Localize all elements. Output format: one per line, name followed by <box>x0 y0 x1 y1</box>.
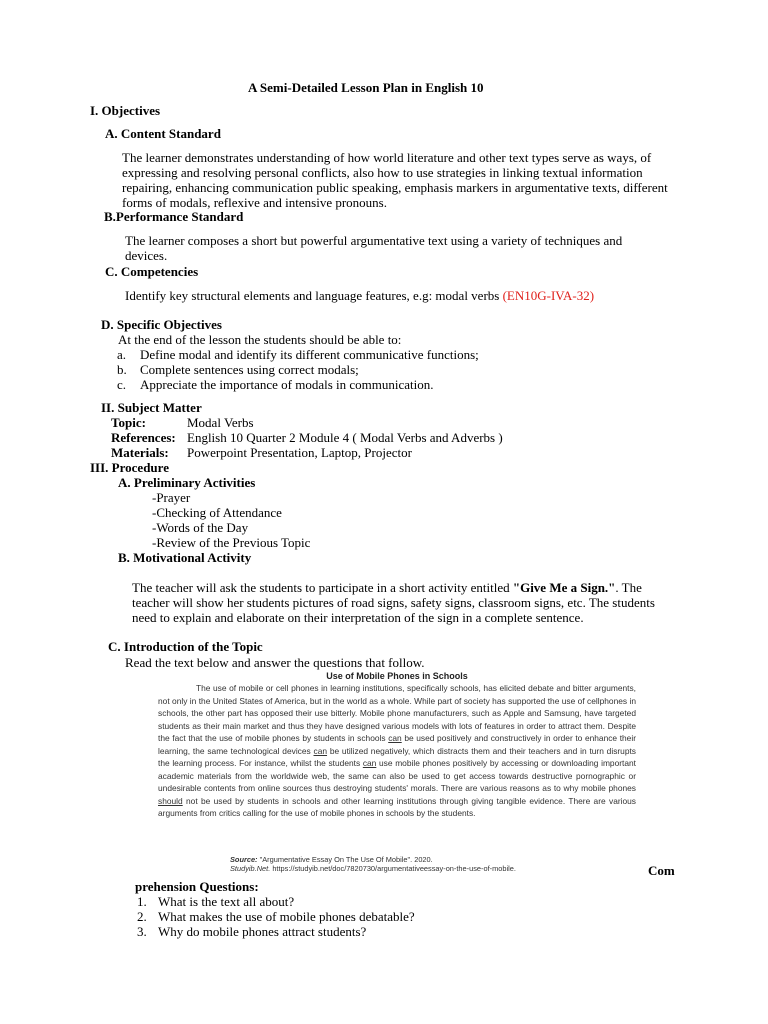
procedure-heading: III. Procedure <box>90 460 169 475</box>
reading-passage <box>158 670 636 819</box>
passage-part-5: not be used by students in schools and other learning institutions through giving tangible evidence. There are various arguments from critics calling for the use of mobile phones in schools by the students. <box>158 795 636 818</box>
passage-part-3: be utilized negatively, which distracts them and their teachers and in turn disrupts the learning process. For instance, whilst the students <box>158 745 636 769</box>
passage-source <box>230 855 516 873</box>
objective-item-b: Complete sentences using correct modals; <box>140 362 359 377</box>
references-value: English 10 Quarter 2 Module 4 ( Modal Verbs and Adverbs ) <box>187 430 503 445</box>
materials-label: Materials: <box>111 445 169 460</box>
source-label: Source: <box>230 855 258 864</box>
passage-part-4: use mobile phones positively by accessing or downloading important academic materials from the worldwide web, the same can also be used to get access towards destructive pornographic or undesirable contents from online sources thus destroying students' morals. There are various reasons as to why mobile phones <box>158 758 636 794</box>
motivational-text <box>132 580 677 625</box>
materials-value: Powerpoint Presentation, Laptop, Projector <box>187 445 412 460</box>
introduction-heading: C. Introduction of the Topic <box>108 639 263 654</box>
question-3: Why do mobile phones attract students? <box>158 924 367 939</box>
topic-value: Modal Verbs <box>187 415 254 430</box>
source-site: Studyib.Net. <box>230 864 271 873</box>
motivational-text-before: The teacher will ask the students to participate in a short activity entitled <box>132 580 513 595</box>
motivational-heading: B. Motivational Activity <box>118 550 252 565</box>
preliminary-item-review: -Review of the Previous Topic <box>152 535 311 550</box>
objectives-heading: I. Objectives <box>90 103 161 118</box>
passage-part-2: be used positively and constructively in order to enhance their learning, the same technological devices <box>158 733 636 756</box>
objective-marker-a: a. <box>117 347 127 362</box>
specific-objectives-intro: At the end of the lesson the students should be able to: <box>118 332 402 347</box>
objective-marker-c: c. <box>117 377 127 392</box>
passage-part-1: The use of mobile or cell phones in learning institutions, specifically schools, has elicited debate and bitter arguments, not only in the United States of America, but in the world as a whole. While part of society has supported the use of cellphones in schools, the other part has opposed their use bitterly. Mobile phone manufacturers, such as Apple and Samsung, have targeted students as their main market and thus they have designed various models with lots of features in order to attract them. Despite the fact that the use of mobile phones by students in schools <box>158 683 636 744</box>
introduction-instruction: Read the text below and answer the questions that follow. <box>125 655 425 670</box>
objective-item-a: Define modal and identify its different communicative functions; <box>140 347 479 362</box>
modal-should: should <box>158 795 183 806</box>
comprehension-heading-part1: Com <box>648 863 675 878</box>
performance-standard-heading: B.Performance Standard <box>104 209 244 224</box>
references-label: References: <box>111 430 176 445</box>
source-text: "Argumentative Essay On The Use Of Mobile". 2020. <box>257 855 433 864</box>
competencies-text <box>125 288 594 303</box>
question-2: What makes the use of mobile phones debatable? <box>158 909 415 924</box>
source-url: https://studyib.net/doc/7820730/argumentativeessay-on-the-use-of-mobile. <box>270 864 516 873</box>
question-number-3: 3. <box>137 924 147 939</box>
modal-can-1: can <box>388 733 402 744</box>
objective-marker-b: b. <box>117 362 127 377</box>
comprehension-heading-part2: prehension Questions: <box>135 879 259 894</box>
page-title: A Semi-Detailed Lesson Plan in English 10 <box>248 80 484 95</box>
subject-matter-heading: II. Subject Matter <box>101 400 202 415</box>
question-1: What is the text all about? <box>158 894 295 909</box>
objective-item-c: Appreciate the importance of modals in communication. <box>140 377 434 392</box>
specific-objectives-heading: D. Specific Objectives <box>101 317 222 332</box>
preliminary-heading: A. Preliminary Activities <box>118 475 256 490</box>
question-number-1: 1. <box>137 894 147 909</box>
modal-can-2: can <box>313 745 328 756</box>
passage-title: Use of Mobile Phones in Schools <box>326 671 468 681</box>
competencies-heading: C. Competencies <box>105 264 199 279</box>
competency-code: (EN10G-IVA-32) <box>502 288 595 303</box>
content-standard-text: The learner demonstrates understanding of how world literature and other text types serve as ways, of expressing and resolving personal conflicts, also how to use strategies in linking textual information repairing, enhancing communication public speaking, emphasis markers in argumentative texts, different forms of modals, reflexive and intensive pronouns. <box>122 150 668 210</box>
question-number-2: 2. <box>137 909 147 924</box>
topic-label: Topic: <box>111 415 146 430</box>
passage-body <box>158 682 636 819</box>
performance-standard-text: The learner composes a short but powerful argumentative text using a variety of techniques and devices. <box>125 233 623 263</box>
activity-name: "Give Me a Sign." <box>512 580 616 595</box>
modal-can-3: can <box>362 758 377 769</box>
preliminary-item-attendance: -Checking of Attendance <box>152 505 282 520</box>
motivational-text-after: . The teacher will show her students pictures of road signs, safety signs, classroom signs, etc. The students need to explain and elaborate on their interpretation of the sign in a complete sentence. <box>132 580 655 625</box>
preliminary-item-prayer: -Prayer <box>152 490 191 505</box>
competency-description: Identify key structural elements and language features, e.g: modal verbs <box>125 288 503 303</box>
preliminary-item-words: -Words of the Day <box>152 520 249 535</box>
content-standard-heading: A. Content Standard <box>105 126 221 141</box>
